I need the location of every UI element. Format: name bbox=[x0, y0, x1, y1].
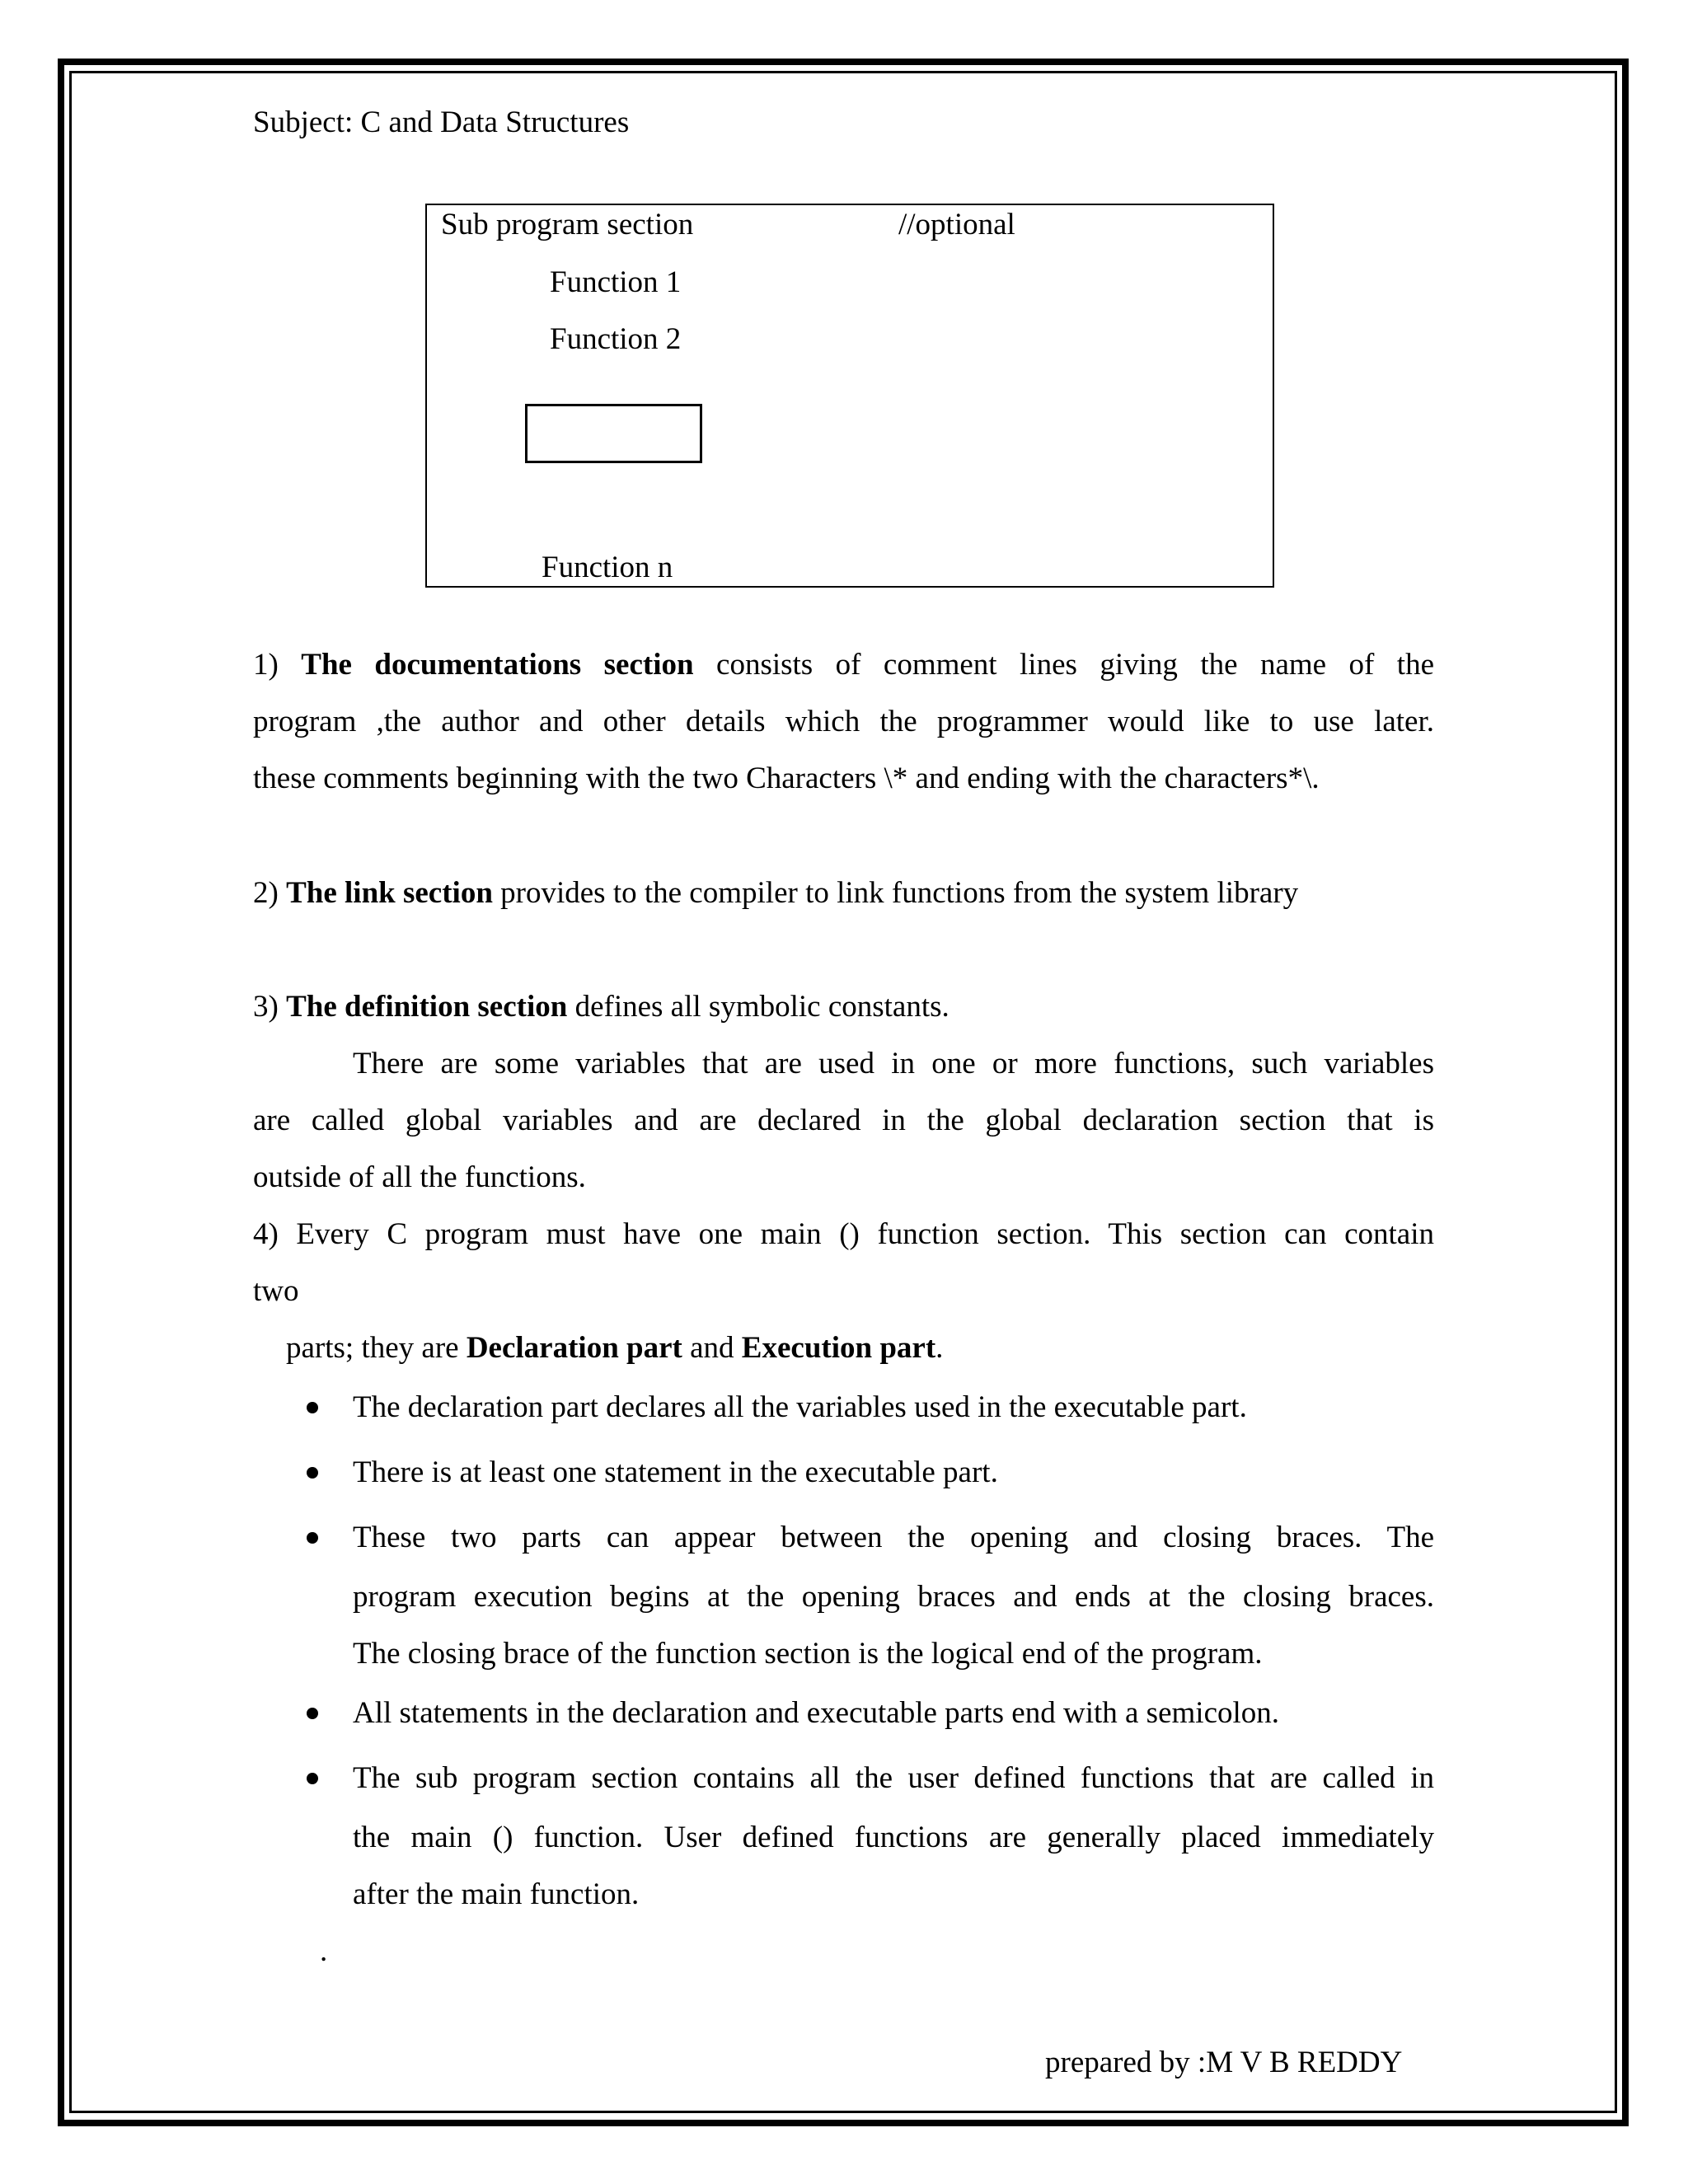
section-2-heading: The link section bbox=[286, 876, 493, 910]
bullet-marker bbox=[307, 1773, 318, 1784]
section-3-line bbox=[253, 988, 950, 1026]
bullet-5-line-2: the main () function. User defined functions are generally placed immediately bbox=[353, 1821, 1434, 1854]
bullet-3-line-2: program execution begins at the opening braces and ends at the closing braces. bbox=[353, 1580, 1434, 1614]
declaration-part-term: Declaration part bbox=[466, 1331, 682, 1365]
parts-end-text: . bbox=[935, 1331, 944, 1365]
section-2-line bbox=[253, 874, 1298, 912]
function-2-label: Function 2 bbox=[550, 322, 682, 356]
parts-and-text: and bbox=[690, 1331, 734, 1365]
optional-comment: //optional bbox=[898, 208, 1015, 241]
bullet-marker bbox=[307, 1402, 318, 1413]
execution-part-term: Execution part bbox=[741, 1331, 936, 1365]
bullet-marker bbox=[307, 1532, 318, 1544]
section-2-text: provides to the compiler to link functions from the system library bbox=[500, 876, 1299, 910]
section-4-line-1: 4) Every C program must have one main () function section. This section can contain bbox=[253, 1217, 1434, 1251]
section-3-number: 3) bbox=[253, 990, 279, 1024]
bullet-5-line-1: The sub program section contains all the user defined functions that are called in bbox=[353, 1761, 1434, 1795]
section-1-line-2: program ,the author and other details which the programmer would like to use later. bbox=[253, 705, 1434, 738]
subprogram-section-title: Sub program section bbox=[441, 208, 694, 241]
section-4-parts-line bbox=[286, 1329, 943, 1367]
section-1-text: consists of comment lines giving the name of the bbox=[716, 648, 1435, 682]
subject-line: Subject: C and Data Structures bbox=[253, 105, 630, 139]
section-4-line-2: two bbox=[253, 1274, 299, 1308]
section-3-heading: The definition section bbox=[286, 990, 568, 1024]
global-vars-line-3: outside of all the functions. bbox=[253, 1160, 586, 1194]
function-1-label: Function 1 bbox=[550, 265, 682, 299]
section-2-number: 2) bbox=[253, 876, 279, 910]
bullet-4-line-1: All statements in the declaration and executable parts end with a semicolon. bbox=[353, 1696, 1280, 1730]
section-1-heading: The documentations section bbox=[301, 648, 694, 682]
bullet-3-line-1: These two parts can appear between the opening and closing braces. The bbox=[353, 1521, 1434, 1554]
bullet-3-line-3: The closing brace of the function section is the logical end of the program. bbox=[353, 1637, 1263, 1671]
section-1-number: 1) bbox=[253, 648, 279, 682]
global-vars-line-1: There are some variables that are used in one or more functions, such variables bbox=[353, 1047, 1434, 1080]
prepared-by-footer: prepared by :M V B REDDY bbox=[1045, 2046, 1403, 2079]
section-1-line-3: these comments beginning with the two Characters \* and ending with the characters*\. bbox=[253, 762, 1320, 795]
bullet-marker bbox=[307, 1708, 318, 1719]
function-placeholder-box bbox=[525, 404, 702, 463]
subprogram-section-box bbox=[425, 204, 1274, 588]
bullet-1-line-1: The declaration part declares all the variables used in the executable part. bbox=[353, 1390, 1247, 1424]
function-n-label: Function n bbox=[542, 551, 673, 584]
bullet-marker bbox=[307, 1467, 318, 1479]
global-vars-line-2: are called global variables and are declared in the global declaration section that is bbox=[253, 1104, 1434, 1137]
parts-pre-text: parts; they are bbox=[286, 1331, 459, 1365]
section-1-line-1 bbox=[253, 646, 1434, 684]
section-3-text: defines all symbolic constants. bbox=[574, 990, 950, 1024]
trailing-dot: . bbox=[320, 1934, 328, 1968]
bullet-2-line-1: There is at least one statement in the executable part. bbox=[353, 1455, 998, 1489]
bullet-5-line-3: after the main function. bbox=[353, 1877, 640, 1911]
